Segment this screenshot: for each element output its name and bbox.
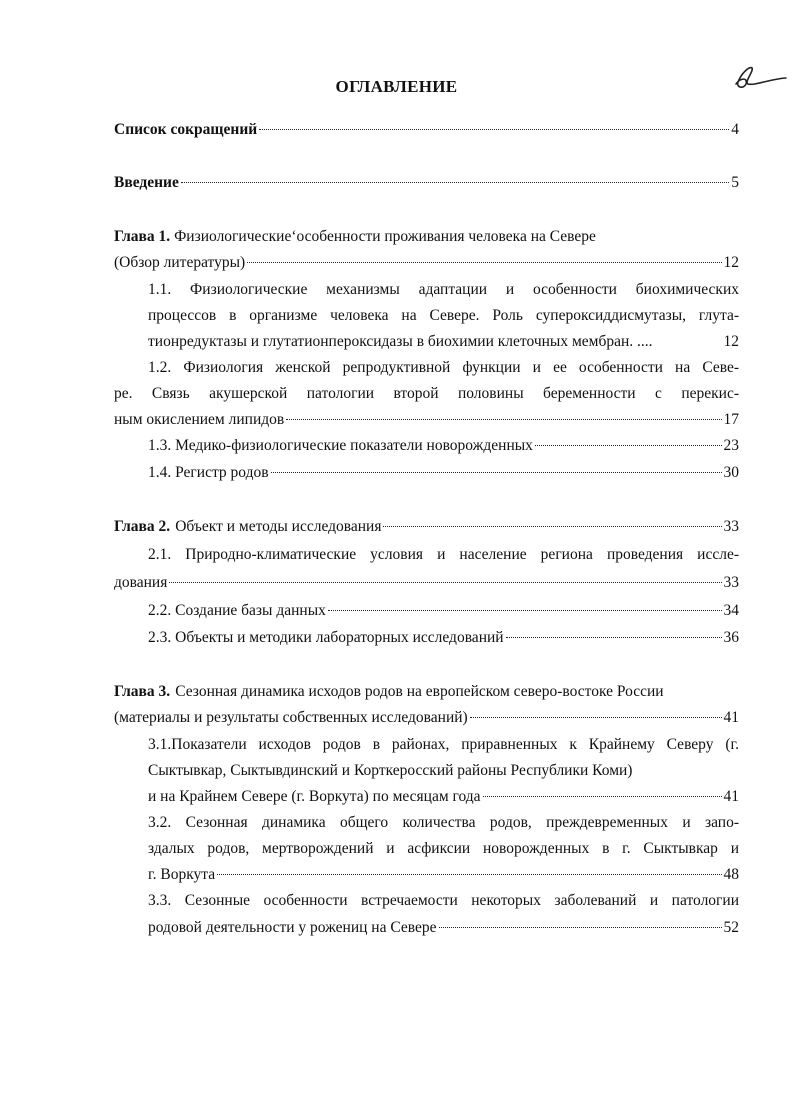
toc-entry-1-1-line1[interactable]: 1.1. Физиологические механизмы адаптации и особенности биохимических bbox=[148, 281, 739, 298]
toc-entry-chapter-1[interactable] bbox=[114, 251, 739, 275]
toc-page-number: 12 bbox=[723, 254, 739, 271]
toc-entry-1-2[interactable] bbox=[114, 408, 739, 432]
toc-entry-abbreviations[interactable] bbox=[114, 118, 739, 142]
toc-leader bbox=[217, 873, 721, 875]
toc-page-number: 41 bbox=[723, 709, 739, 726]
page-title: ОГЛАВЛЕНИЕ bbox=[335, 77, 458, 96]
chapter-title: Объект и методы исследования bbox=[175, 518, 382, 535]
toc-page-number: 33 bbox=[723, 518, 739, 535]
toc-leader bbox=[259, 128, 729, 130]
toc-page-number: 17 bbox=[723, 411, 739, 428]
toc-page-number: 12 bbox=[723, 333, 739, 350]
toc-page-number: 33 bbox=[723, 574, 739, 591]
toc-label: тионредуктазы и глутатионпероксидазы в биохимии клеточных мембран. .... bbox=[148, 333, 653, 350]
toc-leader bbox=[328, 609, 722, 611]
toc-leader bbox=[506, 636, 722, 638]
handwritten-mark bbox=[730, 64, 790, 90]
toc-leader bbox=[483, 795, 722, 797]
toc-leader bbox=[383, 525, 721, 527]
toc-page-number: 36 bbox=[723, 629, 739, 646]
toc-label: г. Воркута bbox=[148, 866, 216, 883]
toc-entry-2-3[interactable] bbox=[148, 626, 739, 650]
chapter-label: Глава 1. bbox=[114, 228, 171, 245]
toc-entry-1-4[interactable] bbox=[148, 461, 739, 485]
toc-entry-1-1[interactable] bbox=[148, 330, 739, 354]
toc-label: Список сокращений bbox=[114, 121, 258, 138]
toc-entry-3-2[interactable] bbox=[148, 863, 739, 887]
toc-label: дования bbox=[114, 574, 168, 591]
toc-page-number: 52 bbox=[723, 919, 739, 936]
toc-label: Введение bbox=[114, 174, 179, 191]
toc-entry-1-2-line1[interactable]: 1.2. Физиология женской репродуктивной функции и ее особенности на Севе- bbox=[148, 359, 739, 376]
toc-chapter-3-heading[interactable] bbox=[114, 680, 739, 704]
toc-chapter-1-heading[interactable] bbox=[114, 225, 596, 249]
toc-entry-3-3-line1[interactable]: 3.3. Сезонные особенности встречаемости некоторых заболеваний и патологии bbox=[148, 892, 739, 909]
toc-entry-chapter-3[interactable] bbox=[114, 706, 739, 730]
toc-page-number: 34 bbox=[723, 602, 739, 619]
toc-entry-2-1-line1[interactable]: 2.1. Природно-климатические условия и население региона проведения иссле- bbox=[148, 546, 739, 563]
toc-leader bbox=[169, 581, 721, 583]
chapter-title-cont: (материалы и результаты собственных исследований) bbox=[114, 709, 468, 726]
toc-entry-3-1-line2[interactable]: Сыктывкар, Сыктывдинский и Корткеросский районы Республики Коми) bbox=[148, 762, 633, 779]
toc-leader bbox=[535, 444, 722, 446]
toc-page-number: 30 bbox=[723, 464, 739, 481]
toc-entry-3-1-line1[interactable]: 3.1.Показатели исходов родов в районах, приравненных к Крайнему Северу (г. bbox=[148, 736, 739, 753]
toc-leader bbox=[181, 181, 729, 183]
toc-page-number: 41 bbox=[723, 788, 739, 805]
chapter-label: Глава 2. bbox=[114, 518, 171, 535]
toc-entry-3-2-line2[interactable]: здалых родов, мертворождений и асфиксии новорожденных в г. Сыктывкар и bbox=[148, 840, 739, 857]
toc-leader bbox=[271, 471, 722, 473]
toc-entry-1-2-line2[interactable]: ре. Связь акушерской патологии второй половины беременности с перекис- bbox=[114, 385, 739, 402]
toc-leader bbox=[470, 716, 722, 718]
toc-entry-1-1-line2[interactable]: процессов в организме человека на Севере. Роль супероксиддисмутазы, глута- bbox=[148, 307, 739, 324]
toc-label: ным окислением липидов bbox=[114, 411, 285, 428]
chapter-title: Физиологические‘особенности проживания человека на Севере bbox=[174, 228, 596, 245]
toc-page-number: 4 bbox=[731, 121, 739, 138]
toc-label: 2.3. Объекты и методики лабораторных исследований bbox=[148, 629, 504, 646]
chapter-title-cont: (Обзор литературы) bbox=[114, 254, 246, 271]
toc-leader bbox=[439, 926, 722, 928]
toc-label: и на Крайнем Севере (г. Воркута) по месяцам года bbox=[148, 788, 481, 805]
toc-entry-1-3[interactable] bbox=[148, 434, 739, 458]
chapter-label: Глава 3. bbox=[114, 683, 171, 700]
toc-label: родовой деятельности у рожениц на Севере bbox=[148, 919, 437, 936]
toc-entry-2-2[interactable] bbox=[148, 599, 739, 623]
toc-label: 1.3. Медико-физиологические показатели новорожденных bbox=[148, 437, 533, 454]
toc-leader bbox=[286, 418, 721, 420]
toc-page-number: 5 bbox=[731, 174, 739, 191]
chapter-title: Сезонная динамика исходов родов на европейском северо-востоке России bbox=[175, 683, 664, 700]
toc-label: 2.2. Создание базы данных bbox=[148, 602, 326, 619]
toc-page-number: 48 bbox=[723, 866, 739, 883]
toc-leader bbox=[247, 261, 721, 263]
toc-label: 1.4. Регистр родов bbox=[148, 464, 269, 481]
toc-entry-2-1[interactable] bbox=[114, 571, 739, 595]
toc-entry-3-3[interactable] bbox=[148, 916, 739, 940]
toc-entry-chapter-2[interactable] bbox=[114, 515, 739, 539]
toc-entry-3-2-line1[interactable]: 3.2. Сезонная динамика общего количества родов, преждевременных и запо- bbox=[148, 814, 739, 831]
toc-entry-introduction[interactable] bbox=[114, 171, 739, 195]
toc-page-number: 23 bbox=[723, 437, 739, 454]
toc-entry-3-1[interactable] bbox=[148, 785, 739, 809]
